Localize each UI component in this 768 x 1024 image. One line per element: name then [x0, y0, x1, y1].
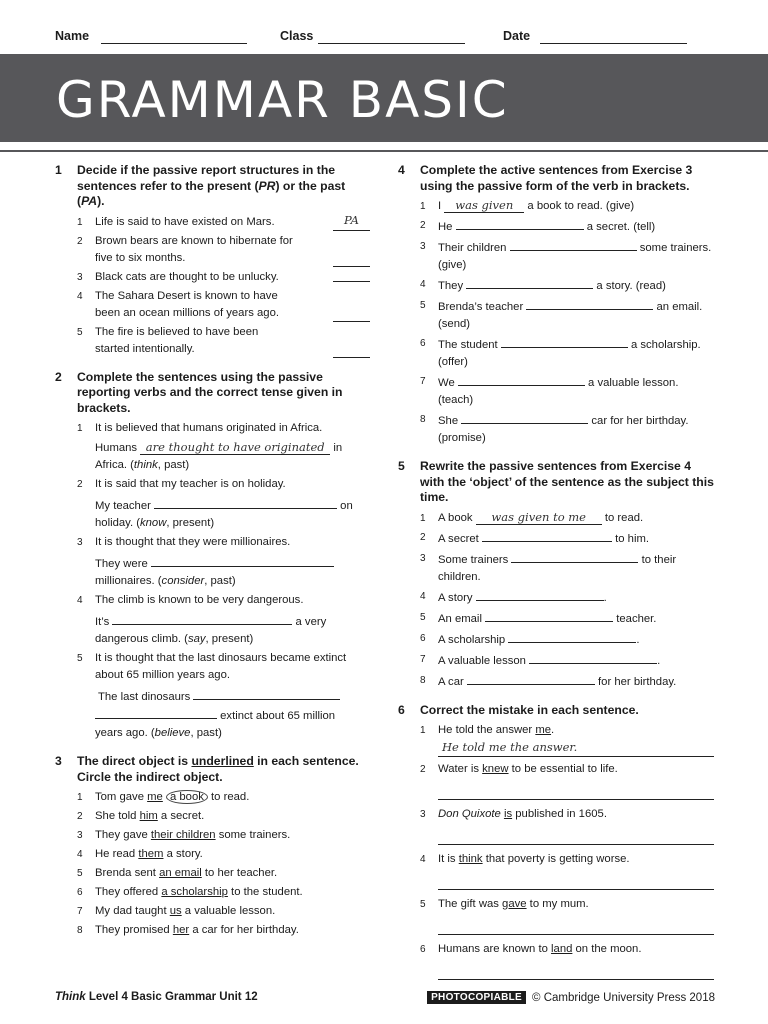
item-text: A secret — [438, 532, 479, 545]
answer-field[interactable] — [438, 962, 714, 980]
instruction-text: ). — [97, 194, 105, 208]
item-text: a story. (read) — [596, 280, 666, 292]
item-text: Some trainers — [438, 553, 509, 566]
header-fields — [55, 29, 715, 47]
list-item — [420, 806, 714, 845]
tense-hint: , past) — [157, 459, 190, 471]
item-text: a valuable lesson. — [181, 905, 276, 917]
verb-hint: say — [187, 633, 206, 645]
item-text: to be essential to life. — [508, 763, 618, 775]
item-number: 4 — [77, 849, 83, 860]
underlined-object: an email — [159, 867, 202, 879]
answer-field[interactable] — [438, 872, 714, 890]
list-item — [77, 884, 370, 901]
item-text: Water is — [438, 763, 483, 775]
item-text: to him. — [615, 532, 650, 545]
answer-field[interactable] — [467, 672, 595, 685]
item-number: 1 — [420, 725, 426, 736]
underlined-object: their children — [150, 829, 216, 841]
item-text: a secret. — [157, 810, 205, 822]
photocopiable-badge: PHOTOCOPIABLE — [427, 991, 526, 1004]
item-number: 7 — [420, 653, 426, 665]
exercise-instruction: Correct the mistake in each sentence. — [420, 702, 639, 717]
list-item — [77, 534, 370, 590]
item-number: 6 — [420, 338, 426, 349]
item-text: a scholarship. (offer) — [438, 339, 701, 368]
date-field — [503, 29, 530, 43]
item-text: It is thought that the last dinosaurs became extinct about 65 million years ago. — [95, 652, 347, 681]
list-item — [77, 288, 370, 322]
item-number: 2 — [420, 220, 426, 231]
answer-field[interactable] — [510, 238, 637, 251]
footer-copyright — [427, 991, 715, 1004]
list-item — [420, 529, 714, 548]
answer-field[interactable]: PA — [333, 214, 370, 231]
item-number: 8 — [420, 414, 426, 425]
item-text: Black cats are thought to be unlucky. — [95, 270, 279, 283]
item-text: A story — [438, 591, 473, 604]
exercise-instruction: Complete the active sentences from Exercise 3 using the passive form of the verb in brackets. — [420, 163, 693, 193]
exercise-5-heading — [398, 459, 714, 506]
item-number: 1 — [77, 792, 83, 803]
item-number: 3 — [420, 552, 426, 564]
list-item — [420, 217, 714, 236]
item-text: The student — [438, 339, 498, 351]
item-number: 2 — [420, 531, 426, 543]
name-label: Name — [55, 29, 90, 43]
item-text: some trainers. — [215, 829, 291, 841]
unit-label: Level 4 Basic Grammar Unit 12 — [85, 991, 258, 1003]
item-text: She — [438, 415, 459, 427]
item-number: 1 — [420, 512, 426, 524]
item-text: He read — [95, 848, 139, 860]
item-text: It’s — [95, 616, 110, 628]
answer-field[interactable]: He told me the answer. — [438, 739, 714, 757]
underlined-object: them — [138, 848, 164, 860]
instruction-text: Decide if the passive report structures in the sentences refer to the present ( — [77, 163, 336, 193]
mistake-word: is — [503, 808, 513, 820]
item-text: Humans are known to — [438, 943, 552, 955]
exercise-number: 4 — [398, 163, 405, 177]
item-text: A book — [438, 511, 473, 524]
item-number: 1 — [77, 216, 83, 228]
item-text: that poverty is getting worse. — [482, 853, 630, 865]
item-text: car for her birthday. (promise) — [438, 415, 689, 444]
item-number: 5 — [420, 899, 426, 910]
list-item — [77, 808, 370, 825]
underlined-object: him — [139, 810, 158, 822]
exercise-number: 2 — [55, 369, 62, 384]
item-number: 2 — [77, 235, 83, 247]
list-item — [420, 672, 714, 691]
item-number: 2 — [77, 479, 83, 490]
item-number: 7 — [420, 376, 426, 387]
item-text: to read. — [604, 511, 644, 524]
answer-field[interactable] — [333, 254, 370, 267]
item-text: He — [438, 221, 453, 233]
answer-field[interactable] — [95, 706, 217, 719]
item-text: Their children — [438, 242, 507, 254]
list-item — [420, 510, 714, 527]
answer-field[interactable]: are thought to have originated — [140, 441, 330, 455]
item-text: for her birthday. — [598, 675, 677, 688]
answer-field[interactable]: was given — [444, 199, 524, 213]
exercise-number: 5 — [398, 459, 405, 473]
list-item — [77, 865, 370, 882]
item-text: to her teacher. — [201, 867, 278, 879]
exercise-3-heading — [55, 754, 370, 785]
item-number: 1 — [77, 423, 83, 434]
list-item — [420, 198, 714, 215]
item-number: 6 — [420, 944, 426, 955]
item-number: 8 — [77, 925, 83, 936]
item-text: on the moon. — [572, 943, 642, 955]
item-number: 4 — [420, 590, 426, 602]
item-text: The last dinosaurs — [98, 691, 191, 703]
item-text: The climb is known to be very dangerous. — [95, 594, 304, 606]
name-line[interactable] — [101, 43, 247, 44]
list-item — [420, 238, 714, 274]
list-item: 5 It is thought that the last dinosaurs became extinct about 65 million years ago. The last dinosaurs extinct about 65 million years ago. (believe, past) — [77, 650, 370, 742]
list-item — [420, 761, 714, 800]
list-item — [420, 851, 714, 890]
tense-hint: , present) — [166, 517, 215, 529]
item-text: published in 1605. — [512, 808, 607, 820]
footer-unit-info — [55, 991, 258, 1003]
item-text: a secret. (tell) — [586, 221, 656, 233]
item-text: a valuable lesson. (teach) — [438, 377, 679, 406]
tense-hint: , present) — [205, 633, 254, 645]
item-text: an email. (send) — [438, 301, 703, 330]
list-item — [420, 609, 714, 628]
list-item — [77, 922, 370, 939]
item-number: 3 — [420, 241, 426, 252]
brand-think: Think — [55, 991, 86, 1003]
item-number: 4 — [420, 279, 426, 290]
list-item: 4 The climb is known to be very dangerous. It’s a very dangerous climb. (say, present) — [77, 592, 370, 648]
book-title: Don Quixote — [438, 808, 501, 820]
exercise-6 — [398, 703, 714, 981]
item-text: . — [551, 724, 555, 736]
answer-field[interactable] — [438, 917, 714, 935]
answer-field[interactable] — [112, 612, 292, 625]
instruction-text: ) or the past ( — [77, 178, 346, 208]
list-item — [420, 373, 714, 409]
item-text: a car for her birthday. — [189, 924, 299, 936]
item-number: 3 — [77, 271, 83, 283]
footer — [55, 991, 715, 1007]
list-item — [420, 588, 714, 607]
list-item — [77, 233, 370, 267]
page-title: GRAMMAR BASIC — [56, 71, 509, 129]
answer-field[interactable] — [154, 496, 337, 509]
item-text: A car — [438, 675, 464, 688]
instruction-underlined: underlined — [191, 754, 254, 768]
exercise-2 — [55, 370, 370, 743]
divider — [0, 150, 768, 152]
answer-field[interactable] — [482, 529, 612, 542]
item-number: 1 — [420, 201, 426, 212]
item-number: 3 — [77, 537, 83, 548]
list-item — [420, 722, 714, 757]
instruction-text: The direct object is — [77, 754, 192, 768]
date-label: Date — [503, 29, 531, 43]
item-text: My dad taught — [95, 905, 170, 917]
list-item — [77, 269, 370, 286]
exercise-4 — [398, 163, 714, 447]
answer-field[interactable] — [456, 217, 584, 230]
item-text: We — [438, 377, 455, 389]
answer-field[interactable] — [193, 687, 340, 700]
answer-field[interactable] — [333, 345, 370, 358]
item-number: 5 — [77, 326, 83, 338]
answer-field[interactable] — [333, 309, 370, 322]
mistake-word: land — [551, 943, 573, 955]
answer-field[interactable] — [508, 630, 636, 643]
underlined-object: us — [169, 905, 182, 917]
underlined-object: a scholarship — [161, 886, 228, 898]
exercise-5 — [398, 459, 714, 691]
answer-field[interactable] — [529, 651, 657, 664]
left-column — [55, 163, 370, 951]
mistake-word: gave — [502, 898, 527, 910]
name-field — [55, 29, 89, 43]
item-number: 4 — [77, 290, 83, 302]
item-number: 6 — [420, 632, 426, 644]
verb-hint: believe — [154, 727, 191, 739]
item-text: Life is said to have existed on Mars. — [95, 215, 275, 228]
answer-field[interactable] — [461, 411, 588, 424]
list-item — [420, 276, 714, 295]
item-text: Brown bears are known to hibernate for five to six months. — [95, 234, 293, 264]
item-text: My teacher — [95, 500, 151, 512]
list-item: 2 It is said that my teacher is on holiday. My teacher on holiday. (know, present) — [77, 476, 370, 532]
item-text: The fire is believed to have been started intentionally. — [95, 325, 259, 355]
answer-field[interactable] — [485, 609, 613, 622]
item-text: It is — [438, 853, 459, 865]
list-item — [420, 896, 714, 935]
exercise-1 — [55, 163, 370, 358]
item-number: 6 — [77, 887, 83, 898]
item-number: 5 — [77, 653, 83, 664]
item-text: The Sahara Desert is known to have been an ocean millions of years ago. — [95, 289, 280, 319]
item-text: They gave — [95, 829, 151, 841]
answer-field[interactable]: was given to me — [476, 511, 602, 525]
answer-field[interactable] — [466, 276, 593, 289]
item-text: Tom gave — [95, 791, 148, 803]
item-text: They offered — [95, 886, 162, 898]
tense-hint: , past) — [204, 575, 236, 587]
item-number: 5 — [77, 868, 83, 879]
item-text: . — [636, 633, 640, 646]
exercise-instruction: Rewrite the passive sentences from Exercise 4 with the ‘object’ of the sentence as the subject this time. — [420, 459, 714, 504]
item-text: It is thought that they were millionaires. — [95, 536, 291, 548]
item-text: The gift was — [438, 898, 503, 910]
item-number: 8 — [420, 674, 426, 686]
list-item — [420, 550, 714, 586]
list-item — [77, 903, 370, 920]
class-field — [280, 29, 313, 43]
answer-field[interactable] — [333, 269, 370, 282]
answer-field[interactable] — [511, 550, 638, 563]
item-text: It is believed that humans originated in Africa. — [95, 422, 323, 434]
item-text: . — [657, 654, 661, 667]
underlined-object: me — [147, 791, 163, 803]
exercise-4-heading — [398, 163, 714, 194]
class-line[interactable] — [318, 43, 465, 44]
item-text: to the student. — [227, 886, 303, 898]
verb-hint: think — [133, 459, 158, 471]
item-number: 7 — [77, 906, 83, 917]
item-number: 5 — [420, 611, 426, 623]
item-number: 3 — [77, 830, 83, 841]
verb-hint: consider — [161, 575, 205, 587]
exercise-2-heading — [55, 370, 370, 417]
item-number: 2 — [420, 764, 426, 775]
list-item — [420, 297, 714, 333]
list-item — [77, 789, 370, 806]
exercise-instruction — [77, 163, 370, 210]
exercise-number: 6 — [398, 702, 405, 717]
item-text: to their children. — [438, 553, 677, 583]
item-text: I — [438, 200, 442, 212]
item-text: Brenda sent — [95, 867, 160, 879]
item-text: to read. — [207, 791, 250, 803]
answer-field[interactable] — [438, 782, 714, 800]
item-text: Brenda’s teacher — [438, 301, 524, 313]
list-item — [420, 335, 714, 371]
list-item — [420, 411, 714, 447]
list-item — [77, 324, 370, 358]
tense-hint: , past) — [190, 727, 222, 739]
item-text: An email — [438, 612, 482, 625]
list-item: 1 It is believed that humans originated in Africa. Humans are thought to have originated in Africa. (think, past) — [77, 420, 370, 474]
date-line[interactable] — [540, 43, 687, 44]
item-number: 2 — [77, 811, 83, 822]
answer-field[interactable] — [438, 827, 714, 845]
item-number: 4 — [77, 595, 83, 606]
item-text: teacher. — [616, 612, 657, 625]
list-item — [77, 827, 370, 844]
list-item — [420, 630, 714, 649]
item-text: a book to read. (give) — [527, 200, 635, 212]
exercise-3 — [55, 754, 370, 939]
instruction-text: in each sentence. Circle the indirect object. — [77, 754, 359, 784]
answer-field[interactable] — [458, 373, 585, 386]
item-text: some trainers. (give) — [438, 242, 712, 271]
circled-object[interactable]: a book — [166, 790, 208, 804]
item-number: 3 — [420, 809, 426, 820]
item-text: They were — [95, 558, 148, 570]
instruction-pa: PA — [81, 194, 98, 208]
exercise-number: 1 — [55, 163, 62, 177]
item-text: They promised — [95, 924, 173, 936]
answer-field[interactable] — [526, 297, 653, 310]
right-column — [398, 163, 714, 992]
item-text: They — [438, 280, 464, 292]
item-text: It is said that my teacher is on holiday. — [95, 478, 286, 490]
item-text: a story. — [163, 848, 203, 860]
item-text: A scholarship — [438, 633, 506, 646]
exercise-instruction: Complete the sentences using the passive reporting verbs and the correct tense given in brackets. — [77, 369, 343, 415]
mistake-word: me — [535, 724, 552, 736]
list-item — [77, 846, 370, 863]
mistake-word: knew — [482, 763, 509, 775]
answer-field[interactable] — [151, 554, 334, 567]
item-text: to my mum. — [526, 898, 589, 910]
list-item — [420, 941, 714, 980]
exercise-1-heading — [55, 163, 370, 210]
answer-field[interactable] — [501, 335, 628, 348]
answer-field[interactable] — [476, 588, 604, 601]
underlined-object: her — [172, 924, 190, 936]
list-item — [420, 651, 714, 670]
class-label: Class — [280, 29, 314, 43]
list-item — [77, 214, 370, 231]
mistake-word: think — [458, 853, 483, 865]
item-text: She told — [95, 810, 140, 822]
exercise-number: 3 — [55, 754, 62, 768]
exercise-6-heading — [398, 703, 714, 719]
item-text: millionaires. ( — [95, 575, 162, 587]
item-text: A valuable lesson — [438, 654, 526, 667]
item-text: Humans — [95, 442, 138, 454]
item-number: 4 — [420, 854, 426, 865]
item-text: He told the answer — [438, 724, 536, 736]
copyright-text: © Cambridge University Press 2018 — [532, 991, 715, 1004]
verb-hint: know — [140, 517, 167, 529]
item-text: . — [603, 591, 607, 604]
instruction-pr: PR — [258, 178, 276, 193]
item-number: 5 — [420, 300, 426, 311]
